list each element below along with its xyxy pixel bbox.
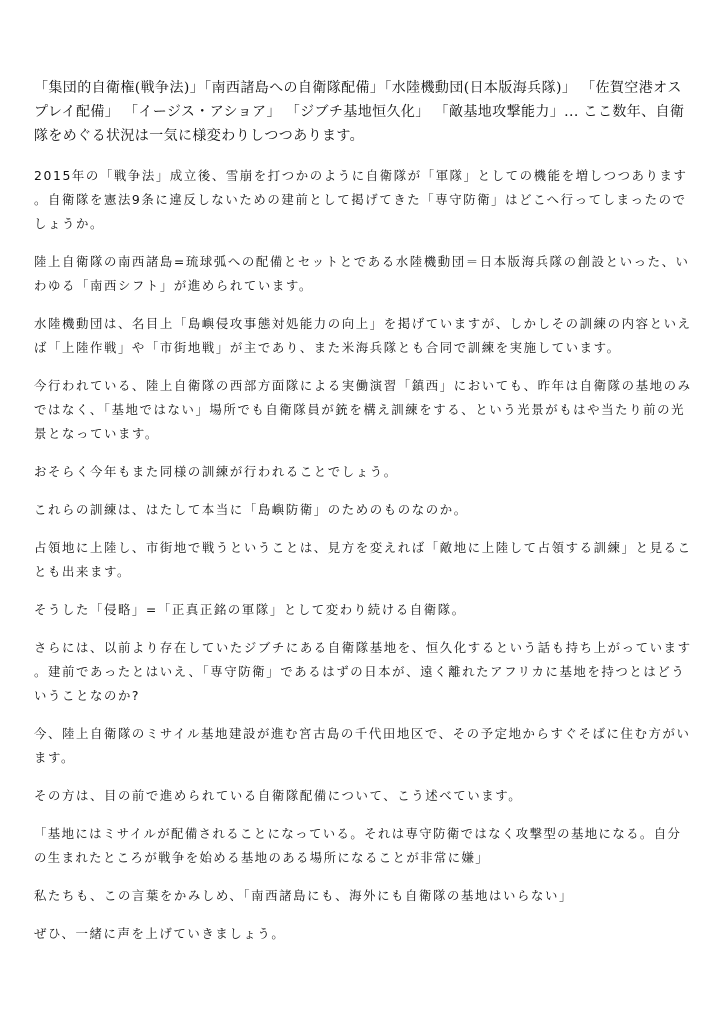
paragraph-resident-quote: 「基地にはミサイルが配備されることになっている。それは専守防衛ではなく攻撃型の基地になる。自分の生まれたところが戦争を始める基地のある場所になることが非常に嫌」 [34, 826, 682, 865]
paragraph-djibouti: さらには、以前より存在していたジブチにある自衛隊基地を、恒久化するという話も持ち上がっています。建前であったとはいえ、「専守防衛」であるはずの日本が、遠く離れたアフリカに基地を持つとはどういうことなのか? [34, 640, 692, 703]
paragraph-occupation-training: 占領地に上陸し、市街地で戦うということは、見方を変えれば「敵地に上陸して占領する訓練」と見ることも出来ます。 [34, 540, 692, 579]
paragraph-southwest-shift: 陸上自衛隊の南西諸島=琉球弧への配備とセットとである水陸機動団＝日本版海兵隊の創設といった、いわゆる「南西シフト」が進められています。 [34, 254, 690, 293]
document-page [34, 76, 694, 960]
paragraph-island-defense-question: これらの訓練は、はたして本当に「島嶼防衛」のためのものなのか。 [34, 502, 468, 517]
paragraph-aggression: そうした「侵略」=「正真正銘の軍隊」として変わり続ける自衛隊。 [34, 602, 466, 617]
paragraph-resident-statement: その方は、目の前で進められている自衛隊配備について、こう述べています。 [34, 788, 523, 803]
paragraph-chinzei-exercise: 今行われている、陸上自衛隊の西部方面隊による実働演習「鎮西」においても、昨年は自衛隊の基地のみではなく、「基地ではない」場所でも自衛隊員が銃を構え訓練をする、という光景がもはや当たり前の光景となっています。 [34, 378, 692, 441]
paragraph-amphibious-brigade: 水陸機動団は、名目上「島嶼侵攻事態対処能力の向上」を掲げていますが、しかしその訓練の内容といえば「上陸作戦」や「市街地戦」が主であり、また米海兵隊とも合同で訓練を実施しています。 [34, 316, 692, 355]
paragraph-no-bases: 私たちも、この言葉をかみしめ、「南西諸島にも、海外にも自衛隊の基地はいらない」 [34, 888, 573, 903]
paragraph-this-year: おそらく今年もまた同様の訓練が行われることでしょう。 [34, 464, 398, 479]
paragraph-intro: 「集団的自衛権(戦争法)」「南西諸島への自衛隊配備」「水陸機動団(日本版海兵隊)」 「佐賀空港オスプレイ配備」 「イージス・アショア」 「ジブチ基地恒久化」 「敵基地攻撃能力」... ここ数年、自衛隊をめぐる状況は一気に様変わりしつつあります。 [34, 80, 685, 144]
paragraph-miyako: 今、陸上自衛隊のミサイル基地建設が進む宮古島の千代田地区で、その予定地からすぐそばに住む方がいます。 [34, 726, 691, 765]
paragraph-call-to-action: ぜひ、一緒に声を上げていきましょう。 [34, 926, 286, 941]
paragraph-war-law: 2015年の「戦争法」成立後、雪崩を打つかのように自衛隊が「軍隊」としての機能を増しつつあります。自衛隊を憲法9条に違反しないための建前として掲げてきた「専守防衛」はどこへ行ってしまったのでしょうか。 [34, 168, 688, 231]
